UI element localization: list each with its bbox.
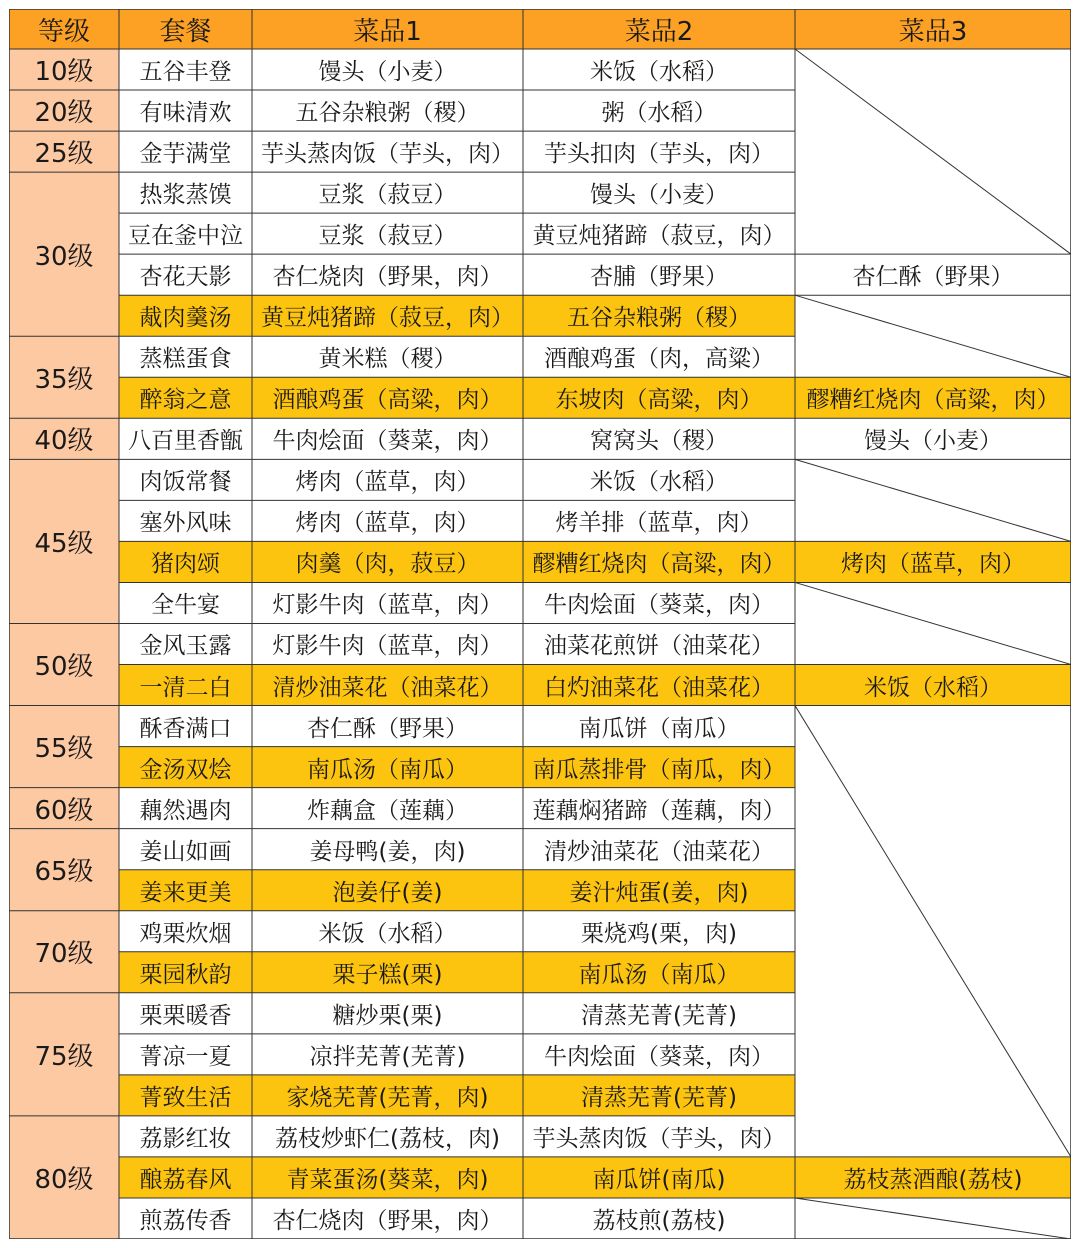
set-name-cell: 塞外风味 [139,510,232,537]
level-cell: 30级 [9,172,119,336]
dish1-cell: 肉羹（肉，菽豆） [252,541,523,582]
level-cell: 35级 [9,336,119,418]
dish1-cell: 馒头（小麦） [318,59,457,86]
dish1-cell: 酒酿鸡蛋（高粱，肉） [252,377,523,418]
set-name-cell: 酥香满口 [139,715,232,742]
dish2-cell: 荔枝煎(荔枝) [592,1207,726,1234]
dish3-cell: 杏仁酥（野果） [852,264,1014,291]
level-cell: 10级 [9,49,119,90]
dish1-cell: 凉拌芜菁(芜菁) [309,1043,466,1070]
set-name-cell: 栗园秋韵 [119,952,252,993]
dish1-cell: 杏仁烧肉（野果，肉） [272,264,503,291]
dish2-cell: 醪糟红烧肉（高粱，肉） [523,541,795,582]
dish2-cell: 芋头蒸肉饭（芋头，肉） [532,1125,786,1152]
set-name-cell: 一清二白 [119,665,252,706]
dish1-cell: 黄米糕（稷） [318,346,457,373]
dish1-cell: 炸藕盒（莲藕） [307,797,468,824]
dish2-cell: 粥（水稻） [601,100,717,127]
dish1-cell: 米饭（水稻） [318,920,457,947]
dish2-cell: 南瓜饼（南瓜） [578,715,740,742]
dish1-cell: 青菜蛋汤(葵菜，肉) [252,1157,523,1198]
level-cell: 20级 [9,90,119,131]
level-cell: 50级 [9,623,119,705]
dish1-cell: 芋头蒸肉饭（芋头，肉） [261,141,514,168]
set-name-cell: 肉饭常餐 [139,469,232,496]
set-name-cell: 五谷丰登 [139,59,232,86]
dish1-cell: 糖炒栗(栗) [332,1002,443,1029]
header-set: 套餐 [119,9,252,49]
set-name-cell: 蒸糕蛋食 [139,346,232,373]
dish2-cell: 杏脯（野果） [590,264,728,291]
level-cell: 60级 [9,788,119,829]
dish2-cell: 白灼油菜花（油菜花） [523,665,795,706]
dish2-cell: 东坡肉（高粱，肉） [523,377,795,418]
dish1-cell: 家烧芜菁(芜菁，肉) [252,1075,523,1116]
set-name-cell: 猪肉颂 [119,541,252,582]
dish1-cell: 栗子糕(栗) [252,952,523,993]
dish2-cell: 米饭（水稻） [590,469,728,496]
dish2-cell: 五谷杂粮粥（稷） [523,295,795,336]
set-name-cell: 豆在釜中泣 [128,223,243,250]
dish2-cell: 芋头扣肉（芋头，肉） [544,141,774,168]
set-name-cell: 姜来更美 [119,870,252,911]
dish2-cell: 南瓜汤（南瓜） [523,952,795,993]
header-dish3: 菜品3 [795,9,1071,49]
level-cell: 75级 [9,993,119,1116]
set-name-cell: 菁凉一夏 [139,1043,232,1070]
set-name-cell: 金风玉露 [139,633,232,660]
dish3-cell: 醪糟红烧肉（高粱，肉） [795,377,1071,418]
dish1-cell: 灯影牛肉（蓝草，肉） [272,592,503,619]
dish2-cell: 黄豆炖猪蹄（菽豆，肉） [532,223,786,250]
set-name-cell: 藕然遇肉 [139,797,232,824]
set-name-cell: 鸡栗炊烟 [139,920,232,947]
set-name-cell: 金汤双烩 [119,747,252,788]
dish1-cell: 黄豆炖猪蹄（菽豆，肉） [252,295,523,336]
set-name-cell: 杏花天影 [139,264,232,291]
dish3-cell: 烤肉（蓝草，肉） [795,541,1071,582]
dish3-cell: 荔枝蒸酒酿(荔枝) [795,1157,1071,1198]
set-name-cell: 胾肉羹汤 [119,295,252,336]
dish2-cell: 窝窝头（稷） [590,428,728,455]
set-name-cell: 酿荔春风 [119,1157,252,1198]
dish2-cell: 清蒸芜菁(芜菁) [581,1002,737,1029]
set-name-cell: 金芋满堂 [139,141,232,168]
level-cell: 80级 [9,1116,119,1239]
level-cell: 25级 [9,131,119,172]
dish1-cell: 烤肉（蓝草，肉） [295,510,480,537]
set-name-cell: 煎荔传香 [139,1207,232,1234]
dish1-cell: 杏仁酥（野果） [307,715,468,742]
set-name-cell: 全牛宴 [151,592,220,619]
dish1-cell: 烤肉（蓝草，肉） [295,469,480,496]
dish2-cell: 清炒油菜花（油菜花） [544,838,774,865]
dish2-cell: 莲藕焖猪蹄（莲藕，肉） [532,797,786,824]
dish1-cell: 豆浆（菽豆） [318,223,457,250]
dish2-cell: 油菜花煎饼（油菜花） [544,633,774,660]
dish2-cell: 米饭（水稻） [590,59,728,86]
dish1-cell: 荔枝炒虾仁(荔枝，肉) [275,1125,500,1152]
set-name-cell: 醉翁之意 [119,377,252,418]
set-name-cell: 姜山如画 [139,838,232,865]
dish2-cell: 酒酿鸡蛋（肉，高粱） [544,346,774,373]
dish1-cell: 杏仁烧肉（野果，肉） [272,1207,503,1234]
dish1-cell: 豆浆（菽豆） [318,182,457,209]
header-dish2: 菜品2 [523,9,795,49]
header-level: 等级 [9,9,119,49]
dish1-cell: 五谷杂粮粥（稷） [295,100,480,127]
dish2-cell: 姜汁炖蛋(姜，肉) [523,870,795,911]
dish2-cell: 南瓜蒸排骨（南瓜，肉） [523,747,795,788]
dish3-cell: 米饭（水稻） [795,665,1071,706]
set-name-cell: 栗栗暖香 [139,1002,232,1029]
level-cell: 45级 [9,459,119,623]
set-name-cell: 有味清欢 [139,100,232,127]
dish2-cell: 清蒸芜菁(芜菁) [523,1075,795,1116]
dish2-cell: 南瓜饼(南瓜) [523,1157,795,1198]
dish2-cell: 馒头（小麦） [590,182,728,209]
dish1-cell: 姜母鸭(姜，肉) [309,838,466,865]
dish2-cell: 牛肉烩面（葵菜，肉） [544,1043,774,1070]
header-dish1: 菜品1 [252,9,523,49]
set-name-cell: 荔影红妆 [139,1125,232,1152]
dish1-cell: 南瓜汤（南瓜） [252,747,523,788]
dish1-cell: 牛肉烩面（葵菜，肉） [272,428,503,455]
dish2-cell: 烤羊排（蓝草，肉） [555,510,763,537]
level-cell: 65级 [9,829,119,911]
dish2-cell: 栗烧鸡(栗，肉) [581,920,737,947]
dish1-cell: 泡姜仔(姜) [252,870,523,911]
set-name-cell: 菁致生活 [119,1075,252,1116]
set-name-cell: 八百里香甑 [128,428,243,455]
level-cell: 40级 [9,418,119,459]
dish2-cell: 牛肉烩面（葵菜，肉） [544,592,774,619]
level-cell: 70级 [9,911,119,993]
level-cell: 55级 [9,706,119,788]
dish1-cell: 灯影牛肉（蓝草，肉） [272,633,503,660]
set-name-cell: 热浆蒸馍 [139,182,232,209]
menu-table [9,9,1071,1239]
dish3-cell: 馒头（小麦） [864,428,1002,455]
dish1-cell: 清炒油菜花（油菜花） [252,665,523,706]
